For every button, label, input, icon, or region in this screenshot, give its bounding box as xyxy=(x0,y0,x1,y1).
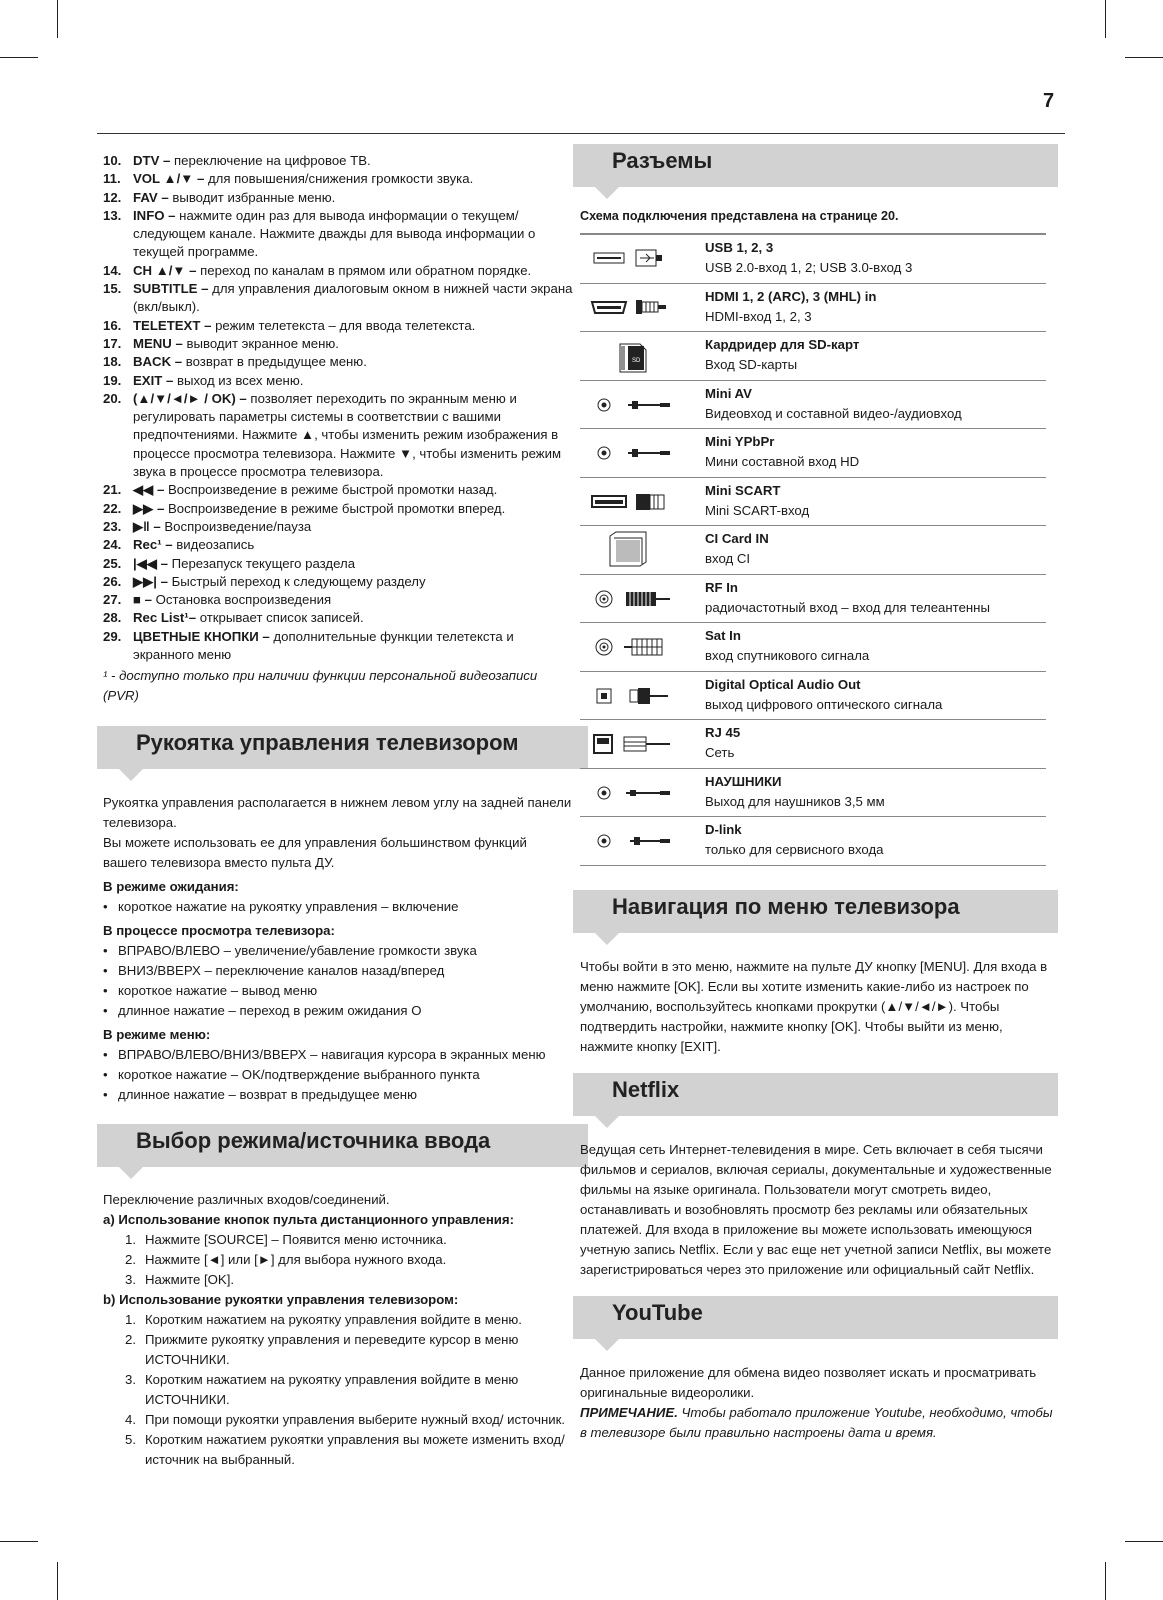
item-number: 13. xyxy=(103,207,122,223)
item-text: переход по каналам в прямом или обратном порядке. xyxy=(196,262,532,278)
item-text: дополнительные функции телетекста и экранного меню xyxy=(133,628,514,663)
sat-in-icon xyxy=(580,627,702,667)
section-title: Навигация по меню телевизора xyxy=(612,893,960,919)
step-text: При помощи рукоятки управления выберите нужный вход/ источник. xyxy=(145,1412,566,1428)
list-item xyxy=(103,390,573,481)
item-key: ▶‖ – xyxy=(133,518,161,534)
item-number: 19. xyxy=(103,372,122,388)
list-item xyxy=(103,518,573,536)
section-title: YouTube xyxy=(612,1299,703,1325)
subheading: a) Использование кнопок пульта дистанционного управления: xyxy=(103,1212,514,1228)
source-intro: Переключение различных входов/соединений. xyxy=(103,1192,390,1208)
youtube-text: Данное приложение для обмена видео позволяет искать и просматривать оригинальные видеоролики. xyxy=(580,1364,1037,1400)
item-key: ◀◀ – xyxy=(133,482,165,498)
step-text: Нажмите [OK]. xyxy=(145,1272,235,1288)
item-number: 21. xyxy=(103,482,122,498)
step-text: Нажмите [SOURCE] – Появится меню источника. xyxy=(145,1232,447,1248)
step-number: 3. xyxy=(125,1372,136,1388)
bullet-item: • ВНИЗ/ВВЕРХ – переключение каналов назад/вперед xyxy=(103,961,573,981)
item-key: ЦВЕТНЫЕ КНОПКИ – xyxy=(133,628,270,644)
header-rule xyxy=(97,133,1065,134)
joystick-intro: Рукоятка управления располагается в нижнем левом углу на задней панели телевизора. xyxy=(103,795,572,831)
step-number: 2. xyxy=(125,1252,136,1268)
list-item xyxy=(103,609,573,627)
item-number: 17. xyxy=(103,335,122,351)
item-text: Быстрый переход к следующему разделу xyxy=(167,573,426,589)
step-item xyxy=(103,1430,573,1470)
connector-name: D-link xyxy=(705,822,742,838)
bullet-item: • ВПРАВО/ВЛЕВО/ВНИЗ/ВВЕРХ – навигация курсора в экранных меню xyxy=(103,1045,573,1065)
list-item xyxy=(103,555,573,573)
crop-mark xyxy=(0,57,38,58)
connector-row xyxy=(580,235,1046,284)
rj45-icon xyxy=(580,724,702,764)
list-item xyxy=(103,317,573,335)
item-text: Воспроизведение в режиме быстрой промотки вперед. xyxy=(164,500,506,516)
section-title: Разъемы xyxy=(612,148,713,173)
item-number: 26. xyxy=(103,573,122,589)
connector-name: Digital Optical Audio Out xyxy=(705,676,861,692)
crop-mark xyxy=(57,0,58,38)
list-item xyxy=(103,189,573,207)
step-text: Коротким нажатием на рукоятку управления войдите в меню ИСТОЧНИКИ. xyxy=(145,1372,519,1408)
netflix-text: Ведущая сеть Интернет-телевидения в мире. Сеть включает в себя тысячи фильмов и сериалов, включая сериалы, документальные и художественные фильмы на языке оригинала. Пользователи могут смотреть видео, останавливать и возобновлять просмотр без рекламы или обязательных платежей. Для входа в приложение вы можете использовать имеющуюся учетную запись Netflix. Если у вас еще нет учетной записи Netflix, вы можете зарегистрироваться через это приложение или официальный сайт Netflix. xyxy=(580,1141,1052,1277)
step-text: Нажмите [◄] или [►] для выбора нужного входа. xyxy=(145,1252,447,1268)
section-header-netflix xyxy=(573,1073,1058,1116)
list-item xyxy=(103,573,573,591)
connector-desc: Вход SD-карты xyxy=(705,357,798,373)
item-text: видеозапись xyxy=(172,537,255,553)
list-item xyxy=(103,280,573,317)
pvr-footnote: ¹ - доступно только при наличии функции персональной видеозаписи (PVR) xyxy=(103,668,538,704)
step-text: Коротким нажатием на рукоятку управления войдите в меню. xyxy=(145,1312,522,1328)
connector-name: CI Card IN xyxy=(705,531,769,547)
note-label: ПРИМЕЧАНИЕ. xyxy=(580,1404,678,1420)
youtube-note xyxy=(580,1403,1058,1443)
item-number: 29. xyxy=(103,628,122,644)
item-key: BACK – xyxy=(133,354,183,370)
connector-name: Mini YPbPr xyxy=(705,434,775,450)
item-number: 22. xyxy=(103,500,122,516)
item-number: 11. xyxy=(103,171,121,187)
bullet-item: • короткое нажатие на рукоятку управления – включение xyxy=(103,897,573,917)
joystick-intro: Вы можете использовать ее для управления большинством функций вашего телевизора вместо пульта ДУ. xyxy=(103,835,527,871)
item-text: открывает список записей. xyxy=(196,610,364,626)
left-column xyxy=(103,152,573,1470)
usb-icon xyxy=(580,239,702,279)
list-item xyxy=(103,536,573,554)
list-item xyxy=(103,500,573,518)
item-text: Перезапуск текущего раздела xyxy=(167,555,356,571)
bullet-list xyxy=(103,897,573,917)
item-number: 23. xyxy=(103,518,122,534)
item-number: 15. xyxy=(103,281,122,297)
connector-name: Кардридер для SD-карт xyxy=(705,337,860,353)
subheading: b) Использование рукоятки управления телевизором: xyxy=(103,1292,459,1308)
item-text: для повышения/снижения громкости звука. xyxy=(204,171,474,187)
bullet-item: • длинное нажатие – возврат в предыдущее меню xyxy=(103,1085,573,1105)
connector-desc: Мини составной вход HD xyxy=(705,454,860,470)
connector-desc: Видеовход и составной видео-/аудиовход xyxy=(705,405,962,421)
item-key: VOL ▲/▼ – xyxy=(133,171,205,187)
connector-desc: Выход для наушников 3,5 мм xyxy=(705,793,885,809)
mini-ypbpr-icon xyxy=(580,433,702,473)
connector-desc: Сеть xyxy=(705,745,735,761)
connector-row xyxy=(580,284,1046,333)
bullet-list xyxy=(103,1045,573,1105)
step-item xyxy=(103,1270,573,1290)
numbered-list xyxy=(103,1310,573,1470)
section-header-source xyxy=(97,1124,588,1167)
navigation-text: Чтобы войти в это меню, нажмите на пульте ДУ кнопку [MENU]. Для входа в меню нажмите [OK]. Если вы хотите изменить какие-либо из настроек по умолчанию, воспользуйтесь кнопками прокрутки (▲/▼/◄/►). Чтобы подтвердить настройки, нажмите кнопку [OK]. Чтобы выйти из меню, нажмите кнопку [EXIT]. xyxy=(580,958,1048,1054)
list-item xyxy=(103,335,573,353)
item-text: выводит экранное меню. xyxy=(182,335,339,351)
item-text: переключение на цифровое ТВ. xyxy=(170,153,371,168)
connector-name: Mini SCART xyxy=(705,482,781,498)
bullet-item: • короткое нажатие – вывод меню xyxy=(103,981,573,1001)
crop-mark xyxy=(1125,1541,1163,1542)
subheading: В режиме меню: xyxy=(103,1027,211,1043)
list-item xyxy=(103,628,573,665)
headphones-jack-icon xyxy=(580,773,702,813)
bullet-list xyxy=(103,941,573,1021)
item-key: ▶▶ – xyxy=(133,500,165,516)
connector-row xyxy=(580,526,1046,575)
section-header-connectors xyxy=(573,144,1058,187)
section-title: Выбор режима/источника ввода xyxy=(136,1128,491,1154)
step-text: Коротким нажатием рукоятки управления вы можете изменить вход/источник на выбранный. xyxy=(145,1432,565,1468)
connector-desc: радиочастотный вход – вход для телеантенны xyxy=(705,599,990,615)
step-item xyxy=(103,1330,573,1370)
list-item xyxy=(103,170,573,188)
item-key: TELETEXT – xyxy=(133,317,212,333)
connector-desc: вход спутникового сигнала xyxy=(705,648,870,664)
item-key: ▶▶| – xyxy=(133,573,168,589)
list-item xyxy=(103,152,573,170)
remote-buttons-list xyxy=(103,152,573,664)
step-item xyxy=(103,1310,573,1330)
item-key: Rec List¹– xyxy=(133,610,197,626)
connector-name: HDMI 1, 2 (ARC), 3 (MHL) in xyxy=(705,288,877,304)
item-text: для управления диалоговым окном в нижней части экрана (вкл/выкл). xyxy=(133,281,573,315)
connector-desc: Mini SCART-вход xyxy=(705,502,810,518)
step-number: 4. xyxy=(125,1412,136,1428)
connector-name: RJ 45 xyxy=(705,725,741,741)
item-number: 14. xyxy=(103,262,122,278)
connector-name: НАУШНИКИ xyxy=(705,773,782,789)
item-number: 10. xyxy=(103,153,122,168)
crop-mark xyxy=(57,1562,58,1600)
crop-mark xyxy=(1105,0,1106,38)
svg-text:SD: SD xyxy=(632,358,641,365)
item-number: 20. xyxy=(103,390,122,406)
section-header-youtube xyxy=(573,1296,1058,1339)
mini-av-icon xyxy=(580,385,702,425)
connector-desc: USB 2.0-вход 1, 2; USB 3.0-вход 3 xyxy=(705,260,913,276)
subheading: В режиме ожидания: xyxy=(103,879,239,895)
item-text: Воспроизведение/пауза xyxy=(160,518,312,534)
item-key: Rec¹ – xyxy=(133,537,173,553)
crop-mark xyxy=(0,1541,38,1542)
item-number: 28. xyxy=(103,610,122,626)
section-title: Netflix xyxy=(612,1076,680,1102)
step-number: 5. xyxy=(125,1432,136,1448)
connector-name: Sat In xyxy=(705,628,741,644)
step-number: 3. xyxy=(125,1272,136,1288)
list-item xyxy=(103,372,573,390)
connector-desc: только для сервисного входа xyxy=(705,842,884,858)
connector-row xyxy=(580,429,1046,478)
item-text: выводит избранные меню. xyxy=(168,189,336,205)
item-key: SUBTITLE – xyxy=(133,281,209,297)
item-number: 18. xyxy=(103,354,122,370)
step-item xyxy=(103,1250,573,1270)
section-header-joystick xyxy=(97,726,588,769)
item-number: 16. xyxy=(103,317,122,333)
page-number: 7 xyxy=(1043,90,1055,112)
section-title: Рукоятка управления телевизором xyxy=(136,730,519,756)
item-key: (▲/▼/◄/► / OK) – xyxy=(133,390,247,406)
connector-row xyxy=(580,769,1046,818)
item-text: выход из всех меню. xyxy=(173,372,304,388)
item-key: FAV – xyxy=(133,189,169,205)
connector-row xyxy=(580,575,1046,624)
connector-name: USB 1, 2, 3 xyxy=(705,240,774,256)
item-key: EXIT – xyxy=(133,372,174,388)
connectors-table xyxy=(580,233,1046,866)
bullet-item: • короткое нажатие – OK/подтверждение выбранного пункта xyxy=(103,1065,573,1085)
item-key: ■ – xyxy=(133,592,152,608)
connector-desc: вход CI xyxy=(705,551,751,567)
connector-row xyxy=(580,381,1046,430)
step-number: 2. xyxy=(125,1332,136,1348)
note-text: Чтобы работало приложение Youtube, необходимо, чтобы в телевизоре были правильно настроены дата и время. xyxy=(580,1404,1053,1440)
item-key: MENU – xyxy=(133,335,183,351)
item-text: режим телетекста – для ввода телетекста. xyxy=(211,317,476,333)
crop-mark xyxy=(1105,1562,1106,1600)
connectors-subtitle: Схема подключения представлена на странице 20. xyxy=(580,209,899,223)
item-text: позволяет переходить по экранным меню и регулировать параметры системы в соответствии с вашими предпочтениями. Нажмите ▲, чтобы изменить режим изображения в процессе просмотра телевизора. Нажмите ▼, чтобы изменить режим звука в процессе просмотра телевизора. xyxy=(133,390,562,480)
connector-row xyxy=(580,720,1046,769)
item-text: Остановка воспроизведения xyxy=(151,592,332,608)
connector-row xyxy=(580,623,1046,672)
connector-row xyxy=(580,672,1046,721)
list-item xyxy=(103,353,573,371)
connector-desc: выход цифрового оптического сигнала xyxy=(705,696,943,712)
connector-row xyxy=(580,478,1046,527)
crop-mark xyxy=(1125,57,1163,58)
item-number: 24. xyxy=(103,537,122,553)
rf-in-icon xyxy=(580,579,702,619)
item-text: возврат в предыдущее меню. xyxy=(182,354,367,370)
connector-desc: HDMI-вход 1, 2, 3 xyxy=(705,308,812,324)
item-key: CH ▲/▼ – xyxy=(133,262,197,278)
mini-scart-icon xyxy=(580,482,702,522)
item-number: 25. xyxy=(103,555,122,571)
ci-card-icon xyxy=(580,530,702,570)
list-item xyxy=(103,481,573,499)
connector-row xyxy=(580,332,1046,381)
item-key: DTV – xyxy=(133,153,171,168)
list-item xyxy=(103,262,573,280)
item-text: нажмите один раз для вывода информации о текущем/ следующем канале. Нажмите дважды для вывода информации о текущей программе. xyxy=(133,207,536,260)
item-text: Воспроизведение в режиме быстрой промотки назад. xyxy=(164,482,498,498)
item-key: INFO – xyxy=(133,207,176,223)
connector-row xyxy=(580,817,1046,866)
connector-name: RF In xyxy=(705,579,738,595)
subheading: В процессе просмотра телевизора: xyxy=(103,923,335,939)
step-text: Прижмите рукоятку управления и переведите курсор в меню ИСТОЧНИКИ. xyxy=(145,1332,519,1368)
connector-name: Mini AV xyxy=(705,385,752,401)
bullet-item: • длинное нажатие – переход в режим ожидания О xyxy=(103,1001,573,1021)
step-item xyxy=(103,1370,573,1410)
optical-icon xyxy=(580,676,702,716)
list-item xyxy=(103,207,573,262)
list-item xyxy=(103,591,573,609)
bullet-item: • ВПРАВО/ВЛЕВО – увеличение/убавление громкости звука xyxy=(103,941,573,961)
section-header-navigation xyxy=(573,890,1058,933)
d-link-icon xyxy=(580,821,702,861)
step-item xyxy=(103,1230,573,1250)
item-key: |◀◀ – xyxy=(133,555,168,571)
right-column xyxy=(580,144,1058,1443)
item-number: 12. xyxy=(103,189,122,205)
step-item xyxy=(103,1410,573,1430)
numbered-list xyxy=(103,1230,573,1290)
hdmi-icon xyxy=(580,288,702,328)
step-number: 1. xyxy=(125,1232,136,1248)
item-number: 27. xyxy=(103,592,122,608)
step-number: 1. xyxy=(125,1312,136,1328)
sd-card-icon xyxy=(580,336,702,376)
